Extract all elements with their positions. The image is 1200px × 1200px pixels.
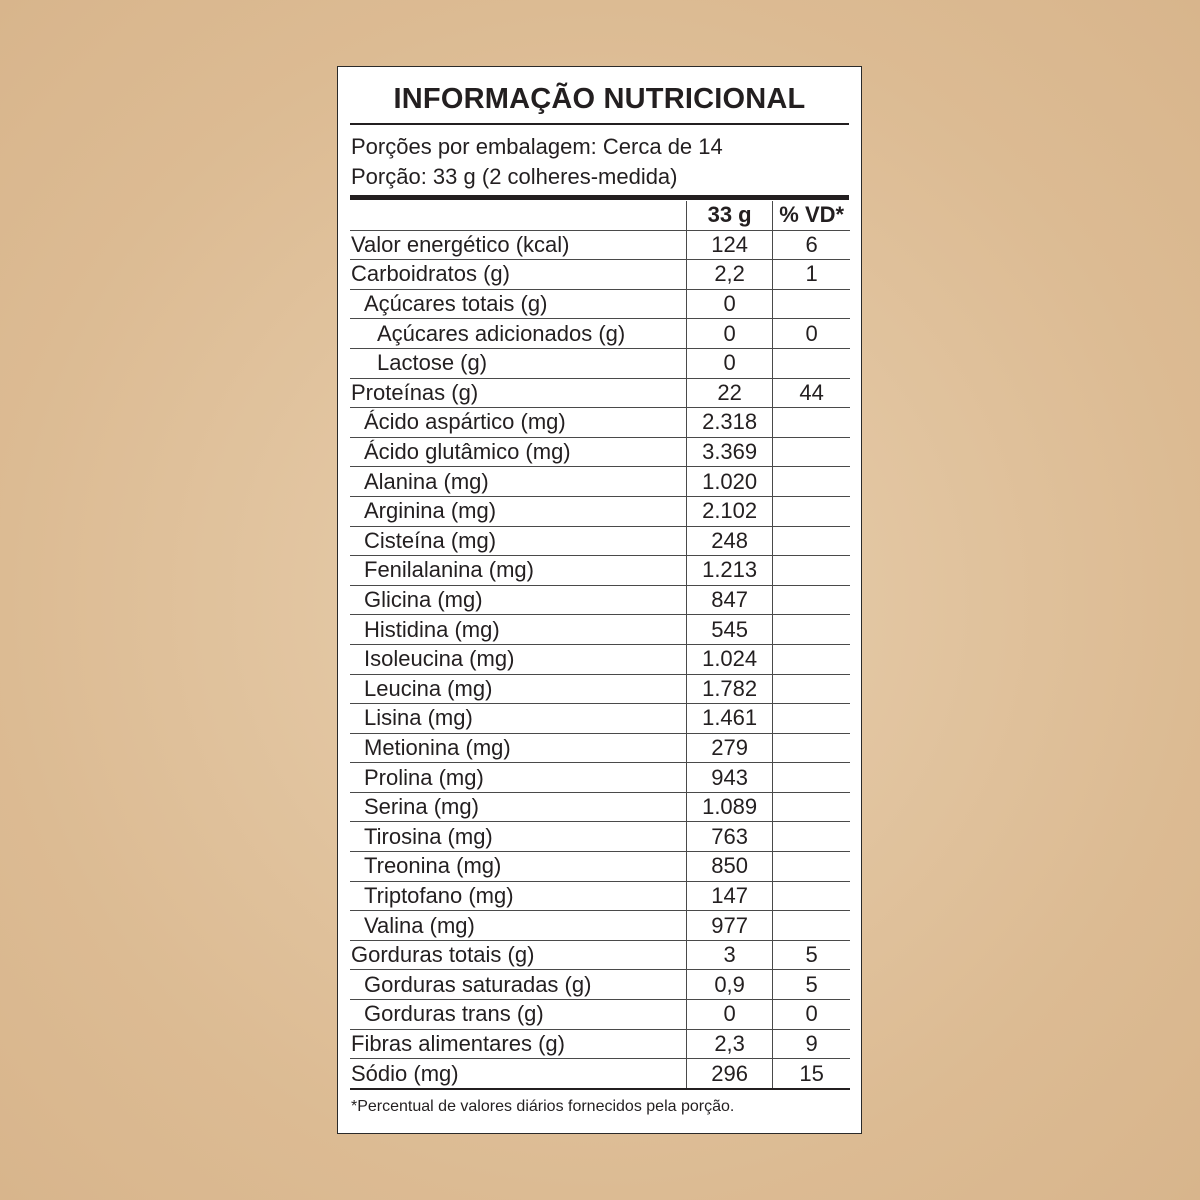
table-row	[350, 585, 850, 615]
table-row	[350, 260, 850, 290]
nutrient-amount: 296	[686, 1059, 772, 1089]
nutrient-dv	[773, 437, 850, 467]
nutrient-name: Treonina (mg)	[350, 852, 686, 882]
nutrient-dv: 6	[773, 230, 850, 260]
nutrient-name: Serina (mg)	[350, 792, 686, 822]
nutrient-dv	[773, 704, 850, 734]
nutrition-table	[350, 201, 850, 1090]
nutrient-amount: 1.782	[686, 674, 772, 704]
nutrient-dv	[773, 496, 850, 526]
nutrient-amount: 279	[686, 733, 772, 763]
nutrient-amount: 1.461	[686, 704, 772, 734]
table-header-row	[350, 201, 850, 230]
nutrient-name: Alanina (mg)	[350, 467, 686, 497]
table-row	[350, 378, 850, 408]
nutrient-dv	[773, 822, 850, 852]
table-row	[350, 822, 850, 852]
table-row	[350, 940, 850, 970]
nutrient-amount: 847	[686, 585, 772, 615]
nutrient-dv	[773, 911, 850, 941]
table-row	[350, 852, 850, 882]
table-row	[350, 763, 850, 793]
nutrient-name: Tirosina (mg)	[350, 822, 686, 852]
nutrient-dv	[773, 852, 850, 882]
nutrient-name: Açúcares adicionados (g)	[350, 319, 686, 349]
nutrient-amount: 2.102	[686, 496, 772, 526]
nutrient-name: Metionina (mg)	[350, 733, 686, 763]
nutrient-amount: 2,3	[686, 1029, 772, 1059]
nutrient-dv	[773, 644, 850, 674]
table-row	[350, 526, 850, 556]
nutrient-amount: 1.024	[686, 644, 772, 674]
nutrient-dv: 0	[773, 1000, 850, 1030]
nutrition-rows	[350, 230, 850, 1089]
nutrient-dv	[773, 881, 850, 911]
nutrient-dv	[773, 467, 850, 497]
nutrient-amount: 763	[686, 822, 772, 852]
nutrient-amount: 943	[686, 763, 772, 793]
nutrient-dv	[773, 585, 850, 615]
nutrient-amount: 0	[686, 319, 772, 349]
nutrient-amount: 1.020	[686, 467, 772, 497]
nutrient-name: Valor energético (kcal)	[350, 230, 686, 260]
nutrient-amount: 1.089	[686, 792, 772, 822]
nutrient-amount: 0	[686, 348, 772, 378]
table-row	[350, 733, 850, 763]
nutrient-dv	[773, 526, 850, 556]
table-row	[350, 615, 850, 645]
nutrient-name: Lisina (mg)	[350, 704, 686, 734]
nutrient-name: Sódio (mg)	[350, 1059, 686, 1089]
table-row	[350, 792, 850, 822]
nutrient-amount: 3	[686, 940, 772, 970]
header-amount: 33 g	[686, 201, 772, 230]
table-row	[350, 1029, 850, 1059]
nutrient-dv	[773, 674, 850, 704]
table-row	[350, 348, 850, 378]
nutrient-dv: 9	[773, 1029, 850, 1059]
nutrient-amount: 0,9	[686, 970, 772, 1000]
nutrient-name: Cisteína (mg)	[350, 526, 686, 556]
nutrient-name: Açúcares totais (g)	[350, 289, 686, 319]
nutrient-name: Prolina (mg)	[350, 763, 686, 793]
table-row	[350, 970, 850, 1000]
nutrient-name: Gorduras totais (g)	[350, 940, 686, 970]
nutrient-amount: 2,2	[686, 260, 772, 290]
table-row	[350, 437, 850, 467]
nutrient-amount: 0	[686, 289, 772, 319]
serving-divider	[350, 195, 849, 200]
nutrient-name: Gorduras trans (g)	[350, 1000, 686, 1030]
serving-size: Porção: 33 g (2 colheres-medida)	[351, 164, 678, 189]
nutrient-amount: 0	[686, 1000, 772, 1030]
table-row	[350, 1059, 850, 1089]
table-row	[350, 230, 850, 260]
nutrient-dv	[773, 556, 850, 586]
nutrient-amount: 1.213	[686, 556, 772, 586]
nutrient-name: Gorduras saturadas (g)	[350, 970, 686, 1000]
table-row	[350, 1000, 850, 1030]
nutrient-dv: 5	[773, 970, 850, 1000]
nutrient-amount: 977	[686, 911, 772, 941]
nutrient-name: Ácido glutâmico (mg)	[350, 437, 686, 467]
header-nutrient	[350, 201, 686, 230]
nutrient-dv: 5	[773, 940, 850, 970]
footnote: *Percentual de valores diários fornecidos pela porção.	[351, 1098, 735, 1115]
nutrient-dv	[773, 763, 850, 793]
nutrient-name: Fenilalanina (mg)	[350, 556, 686, 586]
nutrient-name: Proteínas (g)	[350, 378, 686, 408]
nutrient-amount: 545	[686, 615, 772, 645]
table-row	[350, 496, 850, 526]
nutrient-dv	[773, 792, 850, 822]
nutrition-label	[337, 66, 862, 1134]
servings-per-package: Porções por embalagem: Cerca de 14	[351, 134, 723, 159]
nutrient-name: Lactose (g)	[350, 348, 686, 378]
nutrient-dv	[773, 408, 850, 438]
nutrient-name: Ácido aspártico (mg)	[350, 408, 686, 438]
nutrient-dv	[773, 289, 850, 319]
nutrient-amount: 22	[686, 378, 772, 408]
nutrient-name: Fibras alimentares (g)	[350, 1029, 686, 1059]
table-row	[350, 911, 850, 941]
nutrient-name: Isoleucina (mg)	[350, 644, 686, 674]
table-row	[350, 704, 850, 734]
label-title: INFORMAÇÃO NUTRICIONAL	[393, 83, 806, 115]
nutrient-name: Leucina (mg)	[350, 674, 686, 704]
nutrient-dv: 15	[773, 1059, 850, 1089]
header-dv: % VD*	[773, 201, 850, 230]
nutrient-name: Histidina (mg)	[350, 615, 686, 645]
table-row	[350, 556, 850, 586]
nutrient-amount: 124	[686, 230, 772, 260]
nutrient-name: Carboidratos (g)	[350, 260, 686, 290]
table-row	[350, 467, 850, 497]
table-row	[350, 644, 850, 674]
nutrient-amount: 2.318	[686, 408, 772, 438]
nutrient-name: Triptofano (mg)	[350, 881, 686, 911]
nutrient-amount: 248	[686, 526, 772, 556]
nutrient-dv	[773, 733, 850, 763]
nutrient-amount: 850	[686, 852, 772, 882]
table-row	[350, 674, 850, 704]
nutrient-dv	[773, 348, 850, 378]
table-row	[350, 319, 850, 349]
nutrient-dv: 0	[773, 319, 850, 349]
table-row	[350, 408, 850, 438]
title-divider	[350, 123, 849, 125]
table-row	[350, 289, 850, 319]
nutrient-name: Arginina (mg)	[350, 496, 686, 526]
nutrient-amount: 3.369	[686, 437, 772, 467]
nutrient-name: Valina (mg)	[350, 911, 686, 941]
nutrient-dv: 44	[773, 378, 850, 408]
nutrient-dv	[773, 615, 850, 645]
table-row	[350, 881, 850, 911]
nutrient-amount: 147	[686, 881, 772, 911]
nutrient-name: Glicina (mg)	[350, 585, 686, 615]
nutrient-dv: 1	[773, 260, 850, 290]
